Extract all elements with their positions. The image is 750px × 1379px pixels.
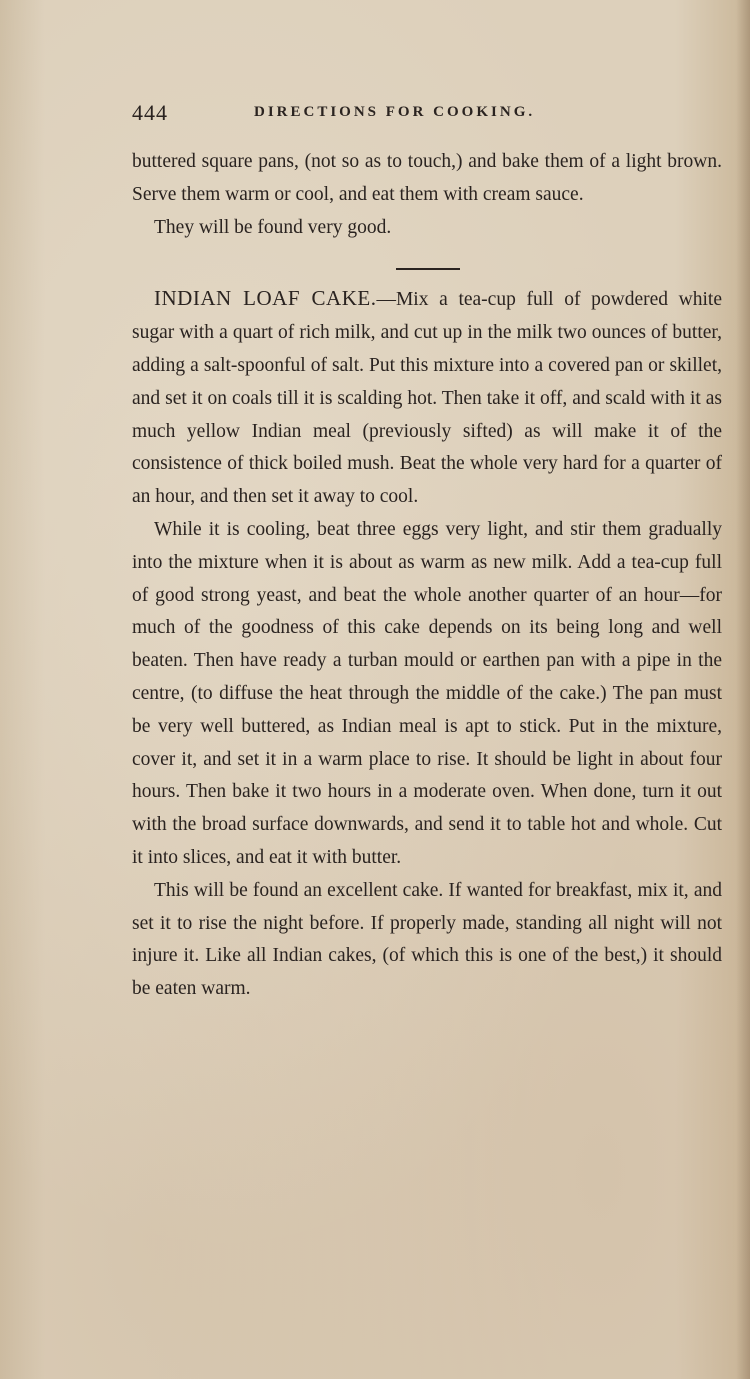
recipe-paragraph-method: While it is cooling, beat three eggs very light, and stir them gradually into the mixture when it is about as warm as new milk. Add a tea-cup full of good strong yeast, and beat the whole another quarter of an hour—for much of the goodness of this cake depends on its being long and well beaten. Then have ready a turban mould or earthen pan with a pipe in the centre, (to diffuse the heat through the middle of the cake.) The pan must be very well buttered, as Indian meal is apt to stick. Put in the mixture, cover it, and set it in a warm place to rise. It should be light in about four hours. Then bake it two hours in a moderate oven. When done, turn it out with the broad surface downwards, and send it to table hot and whole. Cut it into slices, and eat it with butter.	[132, 518, 722, 868]
paragraph-continuation: buttered square pans, (not so as to touch,) and bake them of a light brown. Serve them warm or cool, and eat them with cream sauce.	[132, 151, 722, 205]
recipe-intro-text: —Mix a tea-cup full of powdered white sugar with a quart of rich milk, and cut up in the milk two ounces of butter, adding a salt-spoonful of salt. Put this mixture into a covered pan or skillet, and set it on coals till it is scalding hot. Then take it off, and scald with it as much yellow Indian meal (previously sifted) as will make it of the consistence of thick boiled mush. Beat the whole very hard for a quarter of an hour, and then set it away to cool.	[132, 289, 722, 508]
recipe-title: INDIAN LOAF CAKE.	[154, 286, 377, 311]
recipe-paragraph-notes: This will be found an excellent cake. If wanted for breakfast, mix it, and set it to rise the night before. If properly made, standing all night will not injure it. Like all Indian cakes, (of which this is one of the best,) it should be eaten warm.	[132, 879, 722, 1000]
paragraph-note: They will be found very good.	[154, 216, 392, 238]
page-number: 444	[132, 100, 168, 125]
page-header	[132, 100, 722, 130]
page-edge-shadow	[736, 0, 750, 1379]
running-head: DIRECTIONS FOR COOKING.	[254, 104, 536, 120]
body-text	[132, 146, 722, 1006]
recipe-paragraph-intro	[132, 282, 722, 514]
section-divider	[396, 268, 460, 270]
